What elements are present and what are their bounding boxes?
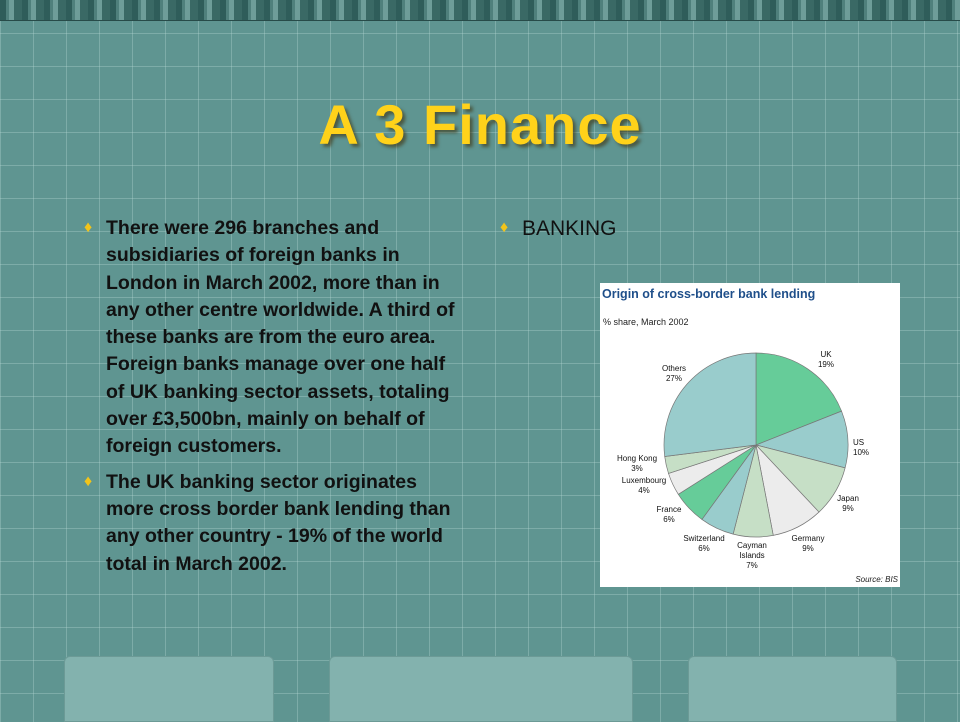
slice-label: Japan 9% (837, 494, 859, 513)
bullet-item (84, 215, 464, 461)
bullet-item (84, 469, 464, 578)
banking-heading: BANKING (522, 217, 617, 240)
right-bullet-item (500, 215, 617, 242)
chart-source: Source: BIS (855, 575, 898, 584)
slice-label: Hong Kong 3% (616, 454, 658, 473)
slice-label: France 6% (656, 505, 682, 524)
slice-label: Germany 9% (791, 534, 825, 553)
left-bullet-list (84, 215, 464, 586)
bottom-decorative-panel (64, 656, 274, 722)
bottom-decorative-panel (688, 656, 897, 722)
slice-label: Others 27% (661, 364, 687, 383)
diamond-bullet-icon: ♦ (84, 472, 93, 490)
bottom-decorative-panel (329, 656, 633, 722)
chart-subtitle: % share, March 2002 (603, 317, 689, 327)
pie-chart-svg (600, 283, 900, 587)
pie-chart-figure (600, 283, 900, 587)
decorative-header-band (0, 0, 960, 21)
bullet-text: The UK banking sector originates more cross border bank lending than any other country - 19% of the world total in March 2002. (106, 470, 451, 575)
chart-title: Origin of cross-border bank lending (602, 287, 816, 301)
slice-label: US 10% (853, 438, 870, 457)
slice-label: Luxembourg 4% (621, 476, 667, 495)
diamond-bullet-icon: ♦ (500, 219, 509, 236)
diamond-bullet-icon: ♦ (84, 219, 93, 236)
slice-label: Cayman Islands 7% (737, 541, 767, 570)
bullet-text: There were 296 branches and subsidiaries of foreign banks in London in March 2002, more than in any other centre worldwide. A third of these banks are from the euro area. Foreign banks manage over one half of UK banking sector assets, totaling over £3,500bn, mainly on behalf of foreign customers. (106, 217, 455, 458)
slice-label: Switzerland 6% (683, 534, 725, 553)
slide-title: A 3 Finance (318, 93, 642, 156)
slice-label: UK 19% (817, 350, 835, 369)
